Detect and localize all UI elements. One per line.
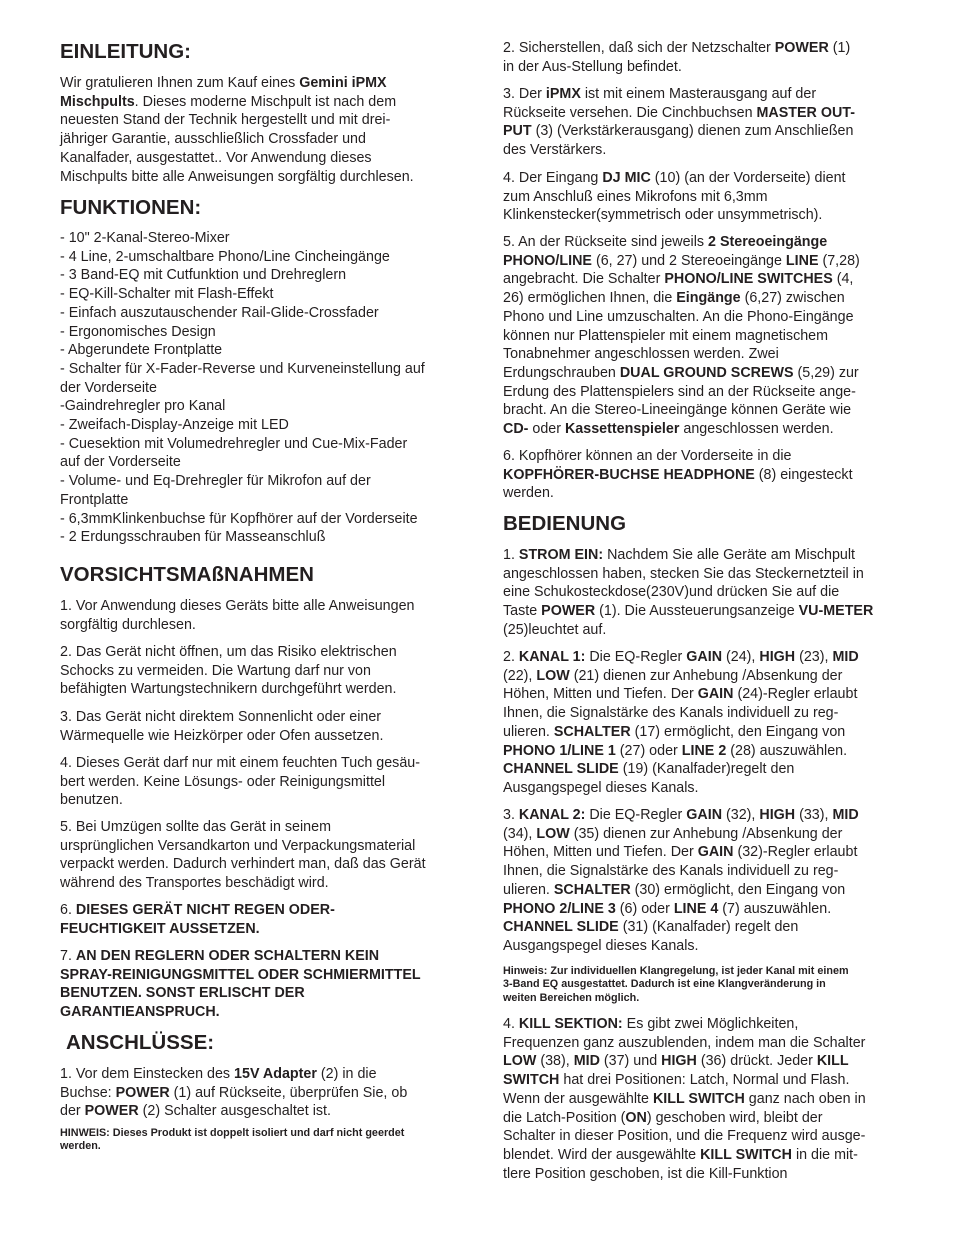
- text-line: in der Aus-Stellung befindet.: [503, 58, 682, 75]
- text-line: CHANNEL SLIDE (31) (Kanalfader) regelt den: [503, 919, 799, 936]
- feature-item: Frontplatte: [60, 491, 129, 508]
- text-line: PUT (3) (Verkstärkerausgang) dienen zum Anschließen: [503, 123, 854, 140]
- text-line: PHONO/LINE (6, 27) und 2 Stereoeingänge LINE (7,28): [503, 252, 860, 269]
- text-line: Taste POWER (1). Die Aussteuerungsanzeige VU-METER: [503, 603, 874, 620]
- text-line: der POWER (2) Schalter ausgeschaltet ist.: [60, 1103, 331, 1120]
- feature-item: - Cuesektion mit Volumedrehregler und Cue-Mix-Fader: [60, 435, 408, 452]
- text-line: zum Anschluß eines Mikrofons mit 6,3mm: [503, 188, 768, 205]
- text-line: 4. KILL SEKTION: Es gibt zwei Möglichkeiten,: [503, 1016, 799, 1032]
- text-line: LOW (38), MID (37) und HIGH (36) drückt. Jeder KILL: [503, 1053, 849, 1070]
- text-line: 7. AN DEN REGLERN ODER SCHALTERN KEIN: [60, 948, 380, 964]
- text-line: ulieren. SCHALTER (30) ermöglicht, den Eingang von: [503, 881, 846, 898]
- text-line: (22), LOW (21) dienen zur Anhebung /Absenkung der: [503, 667, 843, 684]
- text-line: Erdung des Plattenspielers sind an der Rückseite ange-: [503, 383, 856, 400]
- text-line: Höhen, Mitten und Tiefen. Der GAIN (32)-Regler erlaubt: [503, 844, 858, 861]
- feature-item: - 2 Erdungsschrauben für Masseanschluß: [60, 529, 326, 546]
- text-line: Mischpults. Dieses moderne Mischpult ist nach dem: [60, 93, 397, 110]
- bedienung-item-2: [503, 648, 913, 798]
- funktionen-heading: FUNKTIONEN:: [60, 196, 202, 219]
- text-line: Ausgangspegel dieses Kanals.: [503, 937, 699, 954]
- text-line: bert werden. Keine Lösungs- oder Reinigungsmittel: [60, 773, 386, 790]
- text-line: Wärmequelle wie Heizkörper oder Ofen aussetzen.: [60, 727, 384, 744]
- note-line: weiten Bereichen möglich.: [503, 991, 640, 1004]
- text-line: Buchse: POWER (1) auf Rückseite, überprüfen Sie, ob: [60, 1084, 408, 1101]
- text-line: sorgfältig durchlesen.: [60, 616, 196, 633]
- text-line: Ihnen, die Signalstärke des Kanals individuell zu reg-: [503, 705, 839, 722]
- text-line: SPRAY-REINIGUNGSMITTEL ODER SCHMIERMITTEL: [60, 966, 421, 983]
- text-line: ulieren. SCHALTER (17) ermöglicht, den Eingang von: [503, 723, 846, 740]
- vorsicht-item-7: [60, 947, 470, 1022]
- einleitung-heading: EINLEITUNG:: [60, 40, 191, 63]
- note-line: Hinweis: Zur individuellen Klangregelung, ist jeder Kanal mit einem: [503, 965, 849, 977]
- text-line: 1. Vor Anwendung dieses Geräts bitte alle Anweisungen: [60, 598, 415, 614]
- note-line: 3-Band EQ ausgestattet. Dadurch ist eine Klangveränderung in: [503, 978, 826, 991]
- text-line: Ausgangspegel dieses Kanals.: [503, 779, 699, 796]
- text-line: befähigten Wartungstechnikern durchgeführt werden.: [60, 681, 397, 698]
- text-line: Mischpults bitte alle Anweisungen sorgfältig durchlesen.: [60, 168, 414, 185]
- feature-item: - Ergonomisches Design: [60, 323, 216, 340]
- text-line: können nur Plattenspieler mit einem magnetischem: [503, 327, 829, 344]
- anschluesse-item-1: [60, 1065, 470, 1121]
- text-line: SWITCH hat drei Positionen: Latch, Normal und Flash.: [503, 1072, 850, 1089]
- vorsicht-item-3: [60, 708, 470, 745]
- feature-item: der Vorderseite: [60, 379, 157, 396]
- text-line: (34), LOW (35) dienen zur Anhebung /Absenkung der: [503, 825, 843, 842]
- feature-item: - EQ-Kill-Schalter mit Flash-Effekt: [60, 286, 274, 303]
- text-line: Rückseite versehen. Die Cinchbuchsen MASTER OUT-: [503, 104, 856, 121]
- text-line: 3. Das Gerät nicht direktem Sonnenlicht oder einer: [60, 709, 382, 725]
- hinweis-klangregelung: [503, 965, 913, 1005]
- anschluesse-heading: ANSCHLÜSSE:: [66, 1031, 215, 1054]
- text-line: 4. Dieses Gerät darf nur mit einem feuchten Tuch gesäu-: [60, 755, 420, 771]
- text-line: CD- oder Kassettenspieler angeschlossen werden.: [503, 421, 834, 438]
- feature-item: - 4 Line, 2-umschaltbare Phono/Line Cincheingänge: [60, 248, 390, 265]
- text-line: Wir gratulieren Ihnen zum Kauf eines Gemini iPMX: [60, 75, 387, 91]
- text-line: bracht. An die Stereo-Lineeingänge können Geräte wie: [503, 402, 852, 419]
- text-line: Phono und Line umzuschalten. An die Phono-Eingänge: [503, 308, 854, 325]
- text-line: 2. KANAL 1: Die EQ-Regler GAIN (24), HIGH (23), MID: [503, 649, 859, 665]
- text-line: 5. Bei Umzügen sollte das Gerät in seinem: [60, 819, 331, 835]
- feature-item: -Gaindrehregler pro Kanal: [60, 398, 226, 415]
- text-line: 1. STROM EIN: Nachdem Sie alle Geräte am Mischpult: [503, 547, 856, 563]
- text-line: Wenn der ausgewählte KILL SWITCH ganz nach oben in: [503, 1090, 866, 1107]
- text-line: angebracht. Die Schalter PHONO/LINE SWITCHES (4,: [503, 271, 854, 288]
- text-line: 5. An der Rückseite sind jeweils 2 Stereoeingänge: [503, 234, 828, 250]
- vorsicht-item-4: [60, 754, 470, 810]
- einleitung-paragraph: [60, 74, 470, 186]
- anschluesse-item-3: [503, 85, 913, 160]
- text-line: PHONO 1/LINE 1 (27) oder LINE 2 (28) auszuwählen.: [503, 742, 848, 759]
- text-line: 6. DIESES GERÄT NICHT REGEN ODER-: [60, 902, 335, 918]
- feature-item: - Einfach auszutauschender Rail-Glide-Crossfader: [60, 304, 379, 321]
- text-line: Klinkenstecker(symmetrisch oder unsymmetrisch).: [503, 207, 823, 224]
- feature-item: auf der Vorderseite: [60, 454, 181, 471]
- text-line: Erdungschrauben DUAL GROUND SCREWS (5,29) zur: [503, 364, 859, 381]
- text-line: verpackt werden. Dadurch verhindert man, daß das Gerät: [60, 856, 426, 873]
- text-line: Schocks zu vermeiden. Die Wartung darf nur von: [60, 662, 371, 679]
- anschluesse-item-5: [503, 233, 913, 439]
- text-line: 26) ermöglichen Ihnen, die Eingänge (6,27) zwischen: [503, 290, 845, 307]
- text-line: des Verstärkers.: [503, 142, 607, 159]
- bedienung-item-3: [503, 806, 913, 956]
- text-line: (25)leuchtet auf.: [503, 621, 607, 638]
- feature-item: - Zweifach-Display-Anzeige mit LED: [60, 417, 289, 434]
- funktionen-list: [60, 229, 470, 547]
- text-line: 1. Vor dem Einstecken des 15V Adapter (2) in die: [60, 1066, 377, 1082]
- bedienung-heading: BEDIENUNG: [503, 512, 627, 535]
- text-line: jähriger Garantie, ausschließlich Crossfader und: [60, 131, 366, 148]
- text-line: 2. Sicherstellen, daß sich der Netzschalter POWER (1): [503, 40, 851, 56]
- feature-item: - Schalter für X-Fader-Reverse und Kurveneinstellung auf: [60, 360, 425, 377]
- feature-item: - Volume- und Eq-Drehregler für Mikrofon auf der: [60, 473, 371, 490]
- text-line: 2. Das Gerät nicht öffnen, um das Risiko elektrischen: [60, 644, 397, 660]
- vorsicht-item-1: [60, 597, 470, 634]
- text-line: ursprünglichen Versandkarton und Verpackungsmaterial: [60, 837, 416, 854]
- vorsicht-item-6: [60, 901, 470, 938]
- note-line: HINWEIS: Dieses Produkt ist doppelt isoliert und darf nicht geerdet: [60, 1127, 405, 1139]
- text-line: während des Transportes beschädigt wird.: [60, 875, 329, 892]
- text-line: blendet. Wird der ausgewählte KILL SWITCH in die mit-: [503, 1146, 858, 1163]
- text-line: Kanalfader, ausgestattet.. Vor Anwendung dieses: [60, 149, 372, 166]
- text-line: Tonabnehmer angeschlossen werden. Zwei: [503, 346, 779, 363]
- text-line: werden.: [503, 485, 554, 502]
- text-line: Höhen, Mitten und Tiefen. Der GAIN (24)-Regler erlaubt: [503, 686, 858, 703]
- text-line: KOPFHÖRER-BUCHSE HEADPHONE (8) eingesteckt: [503, 466, 853, 483]
- note-line: werden.: [60, 1140, 101, 1153]
- text-line: CHANNEL SLIDE (19) (Kanalfader)regelt den: [503, 761, 795, 778]
- text-line: Ihnen, die Signalstärke des Kanals individuell zu reg-: [503, 863, 839, 880]
- feature-item: - Abgerundete Frontplatte: [60, 342, 223, 359]
- text-line: 4. Der Eingang DJ MIC (10) (an der Vorderseite) dient: [503, 170, 846, 186]
- anschluesse-item-4: [503, 169, 913, 225]
- text-line: BENUTZEN. SONST ERLISCHT DER: [60, 985, 305, 1002]
- vorsicht-item-5: [60, 818, 470, 893]
- bedienung-item-4-kill: [503, 1015, 913, 1183]
- text-line: die Latch-Position (ON) geschoben wird, bleibt der: [503, 1109, 823, 1126]
- text-line: eine Schukosteckdose(230V)und drücken Sie auf die: [503, 584, 840, 601]
- text-line: angeschlossen haben, stecken Sie das Steckernetzteil in: [503, 565, 864, 582]
- bedienung-item-1: [503, 546, 913, 640]
- text-line: tlere Position geschoben, ist die Kill-Funktion: [503, 1165, 788, 1182]
- text-line: benutzen.: [60, 792, 123, 809]
- vorsicht-item-2: [60, 643, 470, 699]
- text-line: Schalter in dieser Position, und die Frequenz wird ausge-: [503, 1128, 866, 1145]
- text-line: 3. Der iPMX ist mit einem Masterausgang auf der: [503, 86, 817, 102]
- text-line: neuesten Stand der Technik hergestellt und mit drei-: [60, 112, 391, 129]
- text-line: 6. Kopfhörer können an der Vorderseite in die: [503, 448, 792, 464]
- text-line: GARANTIEANSPRUCH.: [60, 1004, 220, 1021]
- text-line: PHONO 2/LINE 3 (6) oder LINE 4 (7) auszuwählen.: [503, 900, 832, 917]
- text-line: Frequenzen ganz auszublenden, indem man die Schalter: [503, 1034, 866, 1051]
- hinweis-isolation: [60, 1127, 470, 1154]
- feature-item: - 3 Band-EQ mit Cutfunktion und Drehreglern: [60, 267, 347, 284]
- text-line: 3. KANAL 2: Die EQ-Regler GAIN (32), HIGH (33), MID: [503, 807, 859, 823]
- vorsicht-heading: VORSICHTSMAßNAHMEN: [60, 563, 314, 586]
- feature-item: - 6,3mmKlinkenbuchse für Kopfhörer auf der Vorderseite: [60, 510, 418, 527]
- anschluesse-item-6: [503, 447, 913, 503]
- text-line: FEUCHTIGKEIT AUSSETZEN.: [60, 920, 260, 937]
- anschluesse-item-2: [503, 39, 913, 76]
- feature-item: - 10" 2-Kanal-Stereo-Mixer: [60, 230, 230, 246]
